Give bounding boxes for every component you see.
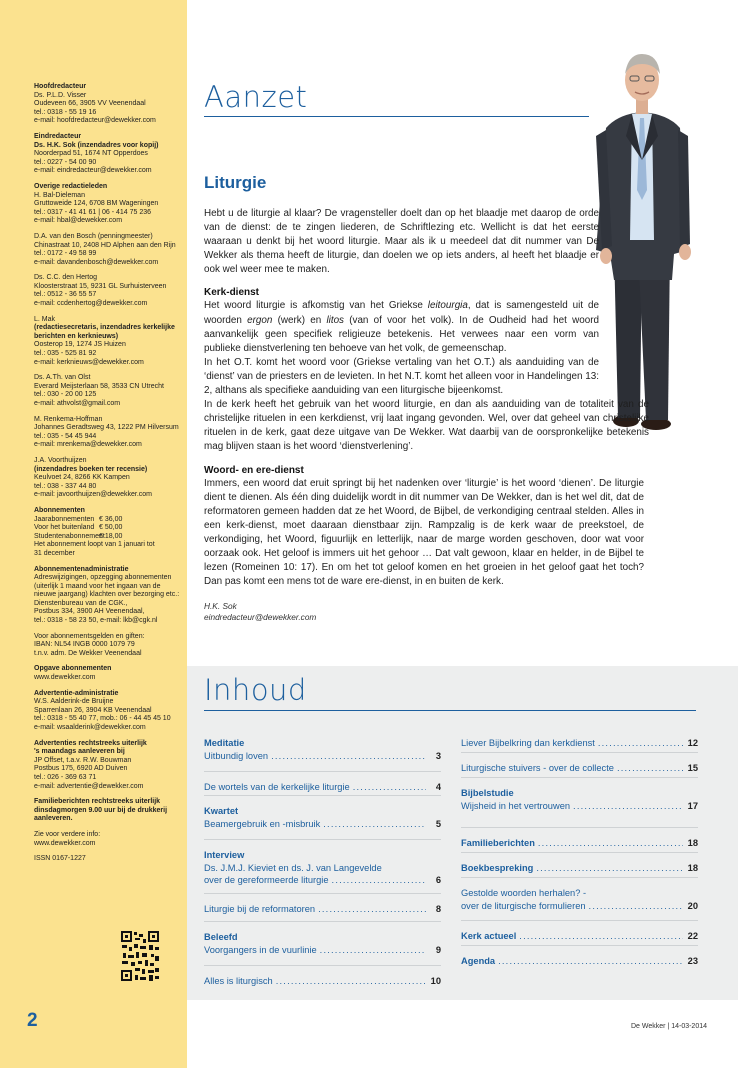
toc-page-number: 8 [435, 904, 441, 914]
toc-title: Liever Bijbelkring dan kerkdienst [461, 738, 595, 748]
colophon-line: Oudeveen 66, 3905 VV Veenendaal [34, 100, 146, 108]
colophon-line: Het abonnement loopt van 1 januari tot [34, 541, 155, 549]
colophon-line: e-mail: javoorthuijzen@dewekker.com [34, 491, 152, 499]
toc-leader-dots [318, 903, 426, 916]
colophon-line: tel.: 038 - 337 44 80 [34, 482, 97, 490]
toc-page-number: 23 [687, 956, 698, 966]
colophon-block [34, 740, 182, 792]
colophon-line: Opgave abonnementen [34, 665, 112, 673]
inhoud-section-title: Inhoud [204, 673, 307, 707]
colophon-abonnementen [34, 507, 182, 559]
colophon-line: Johannes Geradtsweg 43, 1222 PM Hilversum [34, 424, 179, 432]
colophon-line: Dienstenbureau van de CGK., [34, 599, 128, 607]
toc-page-number: 10 [430, 976, 441, 986]
toc-section-head: Bijbelstudie [461, 788, 514, 798]
colophon-line: tel.: 0318 - 55 40 77, mob.: 06 - 44 45 45 10 [34, 715, 171, 723]
colophon-line: Overige redactieleden [34, 182, 108, 190]
colophon-line: (redactiesecretaris, inzendadres kerkelijke [34, 324, 175, 332]
article-intro: Hebt u de liturgie al klaar? De vragensteller doelt dan op het blaadje met daarop de orde van de dienst: de te zingen liederen, de Schriftlezing etc. Wellicht is dat het eerste waaraan u denkt bij het woord liturgie. Maar als ik u meedeel dat dit nummer van De Wekker als thema heeft de liturgie, dan doelen we op iets anders, al heeft het blaadje er ook wel weer mee te maken. [204, 208, 599, 276]
toc-divider [461, 945, 698, 946]
price-value: € 18,00 [99, 532, 123, 540]
colophon-line: W.S. Aalderink-de Bruijne [34, 698, 114, 706]
colophon-line: 's maandags aanleveren bij [34, 748, 125, 756]
toc-title: Beamergebruik en -misbruik [204, 818, 321, 829]
toc-entry[interactable] [461, 837, 698, 850]
colophon-line: Zie voor verdere info: [34, 830, 101, 838]
colophon-line: L. Mak [34, 315, 56, 323]
qr-code [120, 930, 160, 982]
colophon-line: JP Offset, t.a.v. R.W. Bouwman [34, 756, 132, 764]
colophon-line: Hoofdredacteur [34, 83, 87, 90]
toc-page-number: 18 [687, 838, 698, 848]
colophon-line: Abonnementen [34, 506, 85, 514]
colophon-line: e-mail: wsaalderink@dewekker.com [34, 724, 146, 731]
toc-page-number: 15 [687, 763, 698, 773]
toc-entry[interactable] [461, 762, 698, 775]
colophon-line: tel.: 035 - 54 45 944 [34, 432, 97, 440]
colophon-block [34, 798, 182, 824]
toc-leader-dots [573, 800, 683, 813]
colophon-block [34, 690, 182, 733]
toc-divider [204, 795, 441, 796]
colophon-line: Abonnementenadministratie [34, 565, 129, 573]
toc-page-number: 20 [687, 900, 698, 911]
toc-title: over de gereformeerde liturgie [204, 875, 329, 886]
signature-email: eindredacteur@dewekker.com [204, 612, 317, 623]
colophon-block [34, 83, 182, 126]
colophon-line: M. Renkema-Hoffman [34, 415, 103, 423]
colophon-line: e-mail: kerknieuws@dewekker.com [34, 358, 144, 366]
toc-page-number: 12 [687, 738, 698, 748]
article-paragraph: Het woord liturgie is afkomstig van het Griekse leitourgia, dat is samengesteld uit de woorden ergon (werk) en litos (van of voor het volk). In de Oudheid had het woord aanvankelijk geen specifiek religieuze betekenis. Het verwees naar een vorm van publieke dienstverlening ten behoeve van het volk, de gemeenschap. [204, 300, 600, 354]
colophon-line: Ds. H.K. Sok (inzendadres voor kopij) [34, 141, 159, 149]
article-heading: Liturgie [204, 173, 267, 192]
toc-page-number: 22 [687, 931, 698, 941]
price-label: Voor het buitenland [34, 524, 95, 532]
colophon-line: Postbus 334, 3900 AH Veenendaal, [34, 608, 145, 616]
toc-divider [204, 839, 441, 840]
colophon-line: Sparrenlaan 26, 3904 KB Veenendaal [34, 706, 152, 714]
footer-issue-date: De Wekker | 14-03-2014 [631, 1023, 708, 1030]
price-label: Studentenabonnement [34, 532, 105, 540]
signature [204, 601, 649, 623]
article-paragraph: In de kerk heeft het gebruik van het woord liturgie, en dan als aanduiding van de totaliteit van de christelijke rituelen in een kerkdienst, vrij laat ingang gevonden. Wel, over dat geheel van christelijke rituelen in de kerk, gaat deze uitgave van De Wekker. Wat daarbij van de oorspronkelijke betekenis mag blijven staan is het woord ‘dienstverlening’. [204, 399, 649, 453]
toc-divider [461, 827, 698, 828]
colophon-line: www.dewekker.com [34, 674, 96, 682]
colophon-line: t.n.v. adm. De Wekker Veenendaal [34, 649, 142, 657]
toc-entry[interactable] [461, 787, 698, 812]
colophon-line: Ds. P.L.D. Visser [34, 91, 87, 99]
colophon-line: Eindredacteur [34, 132, 82, 140]
toc-leader-dots [598, 737, 683, 750]
colophon-line: e-mail: hoofdredacteur@dewekker.com [34, 117, 156, 125]
toc-leader-dots [320, 944, 426, 957]
colophon-line: Keulvoet 24, 8266 KK Kampen [34, 474, 130, 482]
toc-entry[interactable] [204, 849, 441, 887]
toc-section-head: Beleefd [204, 932, 238, 942]
colophon-line: 31 december [34, 549, 75, 557]
toc-page-number: 4 [435, 782, 441, 792]
colophon-line: Advertentie-administratie [34, 689, 119, 697]
colophon-line: Ds. C.C. den Hertog [34, 274, 98, 282]
toc-divider [204, 771, 441, 772]
toc-title: Agenda [461, 956, 496, 966]
colophon-line: (inzendadres boeken ter recensie) [34, 465, 148, 473]
toc-title: Kerk actueel [461, 931, 517, 941]
colophon-line: tel.: 0172 - 49 58 99 [34, 250, 97, 258]
colophon-line: dinsdagmorgen 9.00 uur bij de drukkerij [34, 806, 168, 814]
toc-entry[interactable] [461, 955, 698, 968]
toc-title: Voorgangers in de vuurlinie [204, 944, 317, 955]
toc-leader-dots [332, 874, 426, 887]
colophon-sidebar [0, 0, 187, 1068]
toc-divider [461, 752, 698, 753]
toc-entry[interactable] [204, 903, 441, 916]
toc-leader-dots [271, 750, 426, 763]
toc-leader-dots [617, 762, 683, 775]
toc-entry[interactable] [204, 737, 441, 762]
colophon-block [34, 566, 182, 626]
colophon-line: tel.: 0318 - 58 23 50, e-mail: lkb@cgk.nl [34, 617, 158, 625]
toc-divider [204, 965, 441, 966]
colophon-line: D.A. van den Bosch (penningmeester) [34, 232, 153, 240]
colophon-block [34, 316, 182, 368]
toc-entry[interactable] [461, 887, 698, 912]
toc-entry[interactable] [204, 931, 441, 956]
colophon-line: tel.: 0318 - 55 19 16 [34, 108, 97, 116]
colophon-line: (uiterlijk 1 maand voor het ingaan van de [34, 582, 161, 590]
toc-section-head: Kwartet [204, 806, 239, 816]
inhoud-rule [204, 710, 696, 711]
toc-title: Uitbundig loven [204, 750, 269, 761]
colophon-line: e-mail: davandenbosch@dewekker.com [34, 258, 159, 266]
toc-page-number: 18 [687, 863, 698, 873]
colophon-line: ISSN 0167-1227 [34, 855, 86, 863]
colophon-line: Familieberichten rechtstreeks uiterlijk [34, 798, 161, 806]
toc-leader-dots [589, 900, 683, 913]
colophon-line: www.dewekker.com [34, 839, 96, 847]
colophon-block [34, 831, 182, 848]
toc-title-line: Gestolde woorden herhalen? - [461, 888, 587, 898]
toc-entry[interactable] [204, 781, 441, 794]
toc-title: Familieberichten [461, 838, 535, 848]
colophon-line: H. Bal-Dieleman [34, 191, 85, 199]
toc-entry[interactable] [461, 862, 698, 875]
colophon-block [34, 274, 182, 308]
colophon-line: Advertenties rechtstreeks uiterlijk [34, 739, 147, 747]
colophon-line: J.A. Voorthuijzen [34, 456, 87, 464]
price-value: € 36,00 [99, 515, 123, 523]
toc-entry[interactable] [204, 975, 441, 988]
toc-page-number: 6 [435, 875, 441, 886]
colophon-line: Voor abonnementsgelden en giften: [34, 632, 145, 640]
price-row [34, 516, 182, 525]
page-number: 2 [27, 1010, 38, 1031]
toc-leader-dots [519, 930, 683, 943]
colophon-block [34, 374, 182, 408]
colophon-block [34, 855, 182, 864]
colophon-line: Oosterop 19, 1274 JS Huizen [34, 341, 126, 349]
colophon-line: tel.: 0317 - 41 41 61 | 06 - 414 75 236 [34, 208, 152, 216]
colophon-line: Gruttoweide 124, 6708 BM Wageningen [34, 200, 159, 208]
price-row [34, 533, 182, 542]
toc-page-number: 5 [435, 818, 441, 829]
toc-title: Alles is liturgisch [204, 976, 273, 986]
toc-title: Boekbespreking [461, 863, 534, 873]
toc-leader-dots [353, 781, 426, 794]
toc-title: Wijsheid in het vertrouwen [461, 800, 571, 811]
colophon-line: tel.: 026 - 369 63 71 [34, 773, 97, 781]
colophon-block [34, 416, 182, 450]
toc-divider [461, 920, 698, 921]
colophon-line: Kloosterstraat 15, 9231 GL Surhuisterveen [34, 282, 167, 290]
colophon-block [34, 457, 182, 500]
colophon-block [34, 665, 182, 682]
subheading-woord-en-ere-dienst: Woord- en ere-dienst [204, 464, 304, 476]
toc-divider [204, 921, 441, 922]
colophon-block [34, 633, 182, 659]
colophon-line: e-mail: athvolst@gmail.com [34, 400, 121, 407]
price-value: € 50,00 [99, 524, 123, 532]
toc-section-head: Interview [204, 850, 245, 860]
toc-leader-dots [536, 862, 683, 875]
toc-page-number: 9 [435, 944, 441, 955]
toc-divider [461, 777, 698, 778]
toc-leader-dots [276, 975, 426, 988]
toc-title: Liturgie bij de reformatoren [204, 904, 316, 914]
colophon-block [34, 133, 182, 176]
toc-section-head: Meditatie [204, 738, 245, 748]
colophon-line: e-mail: eindredacteur@dewekker.com [34, 167, 152, 175]
colophon-line: Everard Meijsterlaan 58, 3533 CN Utrecht [34, 382, 164, 390]
toc-title: over de liturgische formulieren [461, 900, 586, 911]
toc-page-number: 3 [435, 750, 441, 761]
colophon-line: aanleveren. [34, 815, 73, 823]
colophon-line: berichten en kerknieuws) [34, 332, 119, 340]
price-label: Jaarabonnementen [34, 515, 95, 523]
colophon-block [34, 183, 182, 226]
colophon-line: tel.: 030 - 20 00 125 [34, 391, 97, 399]
aanzet-article [204, 173, 649, 623]
colophon-line: IBAN: NL54 INGB 0000 1079 79 [34, 641, 135, 649]
toc-entry[interactable] [461, 737, 698, 750]
toc-entry[interactable] [461, 930, 698, 943]
toc-leader-dots [498, 955, 683, 968]
colophon-line: e-mail: advertentie@dewekker.com [34, 782, 144, 790]
toc-leader-dots [323, 818, 426, 831]
aanzet-rule [204, 116, 589, 117]
colophon-line: Postbus 175, 6920 AD Duiven [34, 765, 128, 773]
colophon-content [34, 83, 182, 871]
toc-title: De wortels van de kerkelijke liturgie [204, 782, 350, 792]
colophon-block [34, 233, 182, 267]
colophon-line: e-mail: hbal@dewekker.com [34, 217, 123, 225]
colophon-line: tel.: 0227 - 54 00 90 [34, 158, 97, 166]
toc-title-line: Ds. J.M.J. Kieviet en ds. J. van Langevelde [204, 862, 382, 873]
article-paragraph: Immers, een woord dat eruit springt bij het nadenken over ‘liturgie’ is het woord ‘dienen’. De liturgie dient te dienen. Als één ding duidelijk wordt in dit nummer van De Wekker, dan is het wel dit, dat de reformatoren gemeen hadden dat ze het Woord, de Bijbel, de verkondiging centraal stelden. Alles in een kerk-dienst, moet daaraan dienstbaar zijn. Rampzalig is de kerk waar de preekstoel, de verkondiging, het Woord, figuurlijk en letterlijk, naar de marge worden geschoven, door wat voor oorzaak ook. Het geloof is immers uit het gehoor … Dat valt gewoon, klaar en helder, in de Bijbel te lezen (Romeinen 10: 17). En om het tot geloof komen en het groeien in het geloof gaat het toch? Dan pas komt een mens tot de ware ere-dienst, in en buiten de kerk. [204, 477, 644, 588]
subheading-kerk-dienst: Kerk-dienst [204, 287, 260, 299]
signature-name: H.K. Sok [204, 601, 237, 612]
aanzet-section-title: Aanzet [204, 80, 308, 114]
toc-leader-dots [538, 837, 683, 850]
article-paragraph: In het O.T. komt het woord voor (Griekse vertaling van het O.T.) als aanduiding van de ‘dienst’ van de priesters en de levieten. In het N.T. komt het alleen voor in Handelingen 13: 2, althans als specifieke aanduiding van een liturgische bijeenkomst. [204, 356, 599, 397]
toc-page-number: 17 [687, 800, 698, 811]
colophon-line: tel.: 035 - 525 81 92 [34, 350, 97, 358]
colophon-line: Chinastraat 10, 2408 HD Alphen aan den Rijn [34, 241, 176, 249]
toc-entry[interactable] [204, 805, 441, 830]
colophon-line: e-mail: ccdenhertog@dewekker.com [34, 300, 148, 308]
colophon-line: Noorderpad 51, 1674 NT Opperdoes [34, 150, 148, 158]
toc-divider [461, 877, 698, 878]
colophon-line: Ds. A.Th. van Olst [34, 374, 91, 382]
colophon-line: e-mail: mrenkema@dewekker.com [34, 441, 142, 449]
toc-divider [461, 852, 698, 853]
toc-title: Liturgische stuivers - over de collecte [461, 763, 614, 773]
colophon-line: Adreswijzigingen, opzegging abonnementen [34, 574, 172, 582]
colophon-line: tel.: 0512 - 36 55 57 [34, 291, 97, 299]
colophon-line: nieuwe jaargang) klachten over bezorging etc.: [34, 591, 180, 599]
price-row [34, 524, 182, 533]
toc-divider [204, 893, 441, 894]
